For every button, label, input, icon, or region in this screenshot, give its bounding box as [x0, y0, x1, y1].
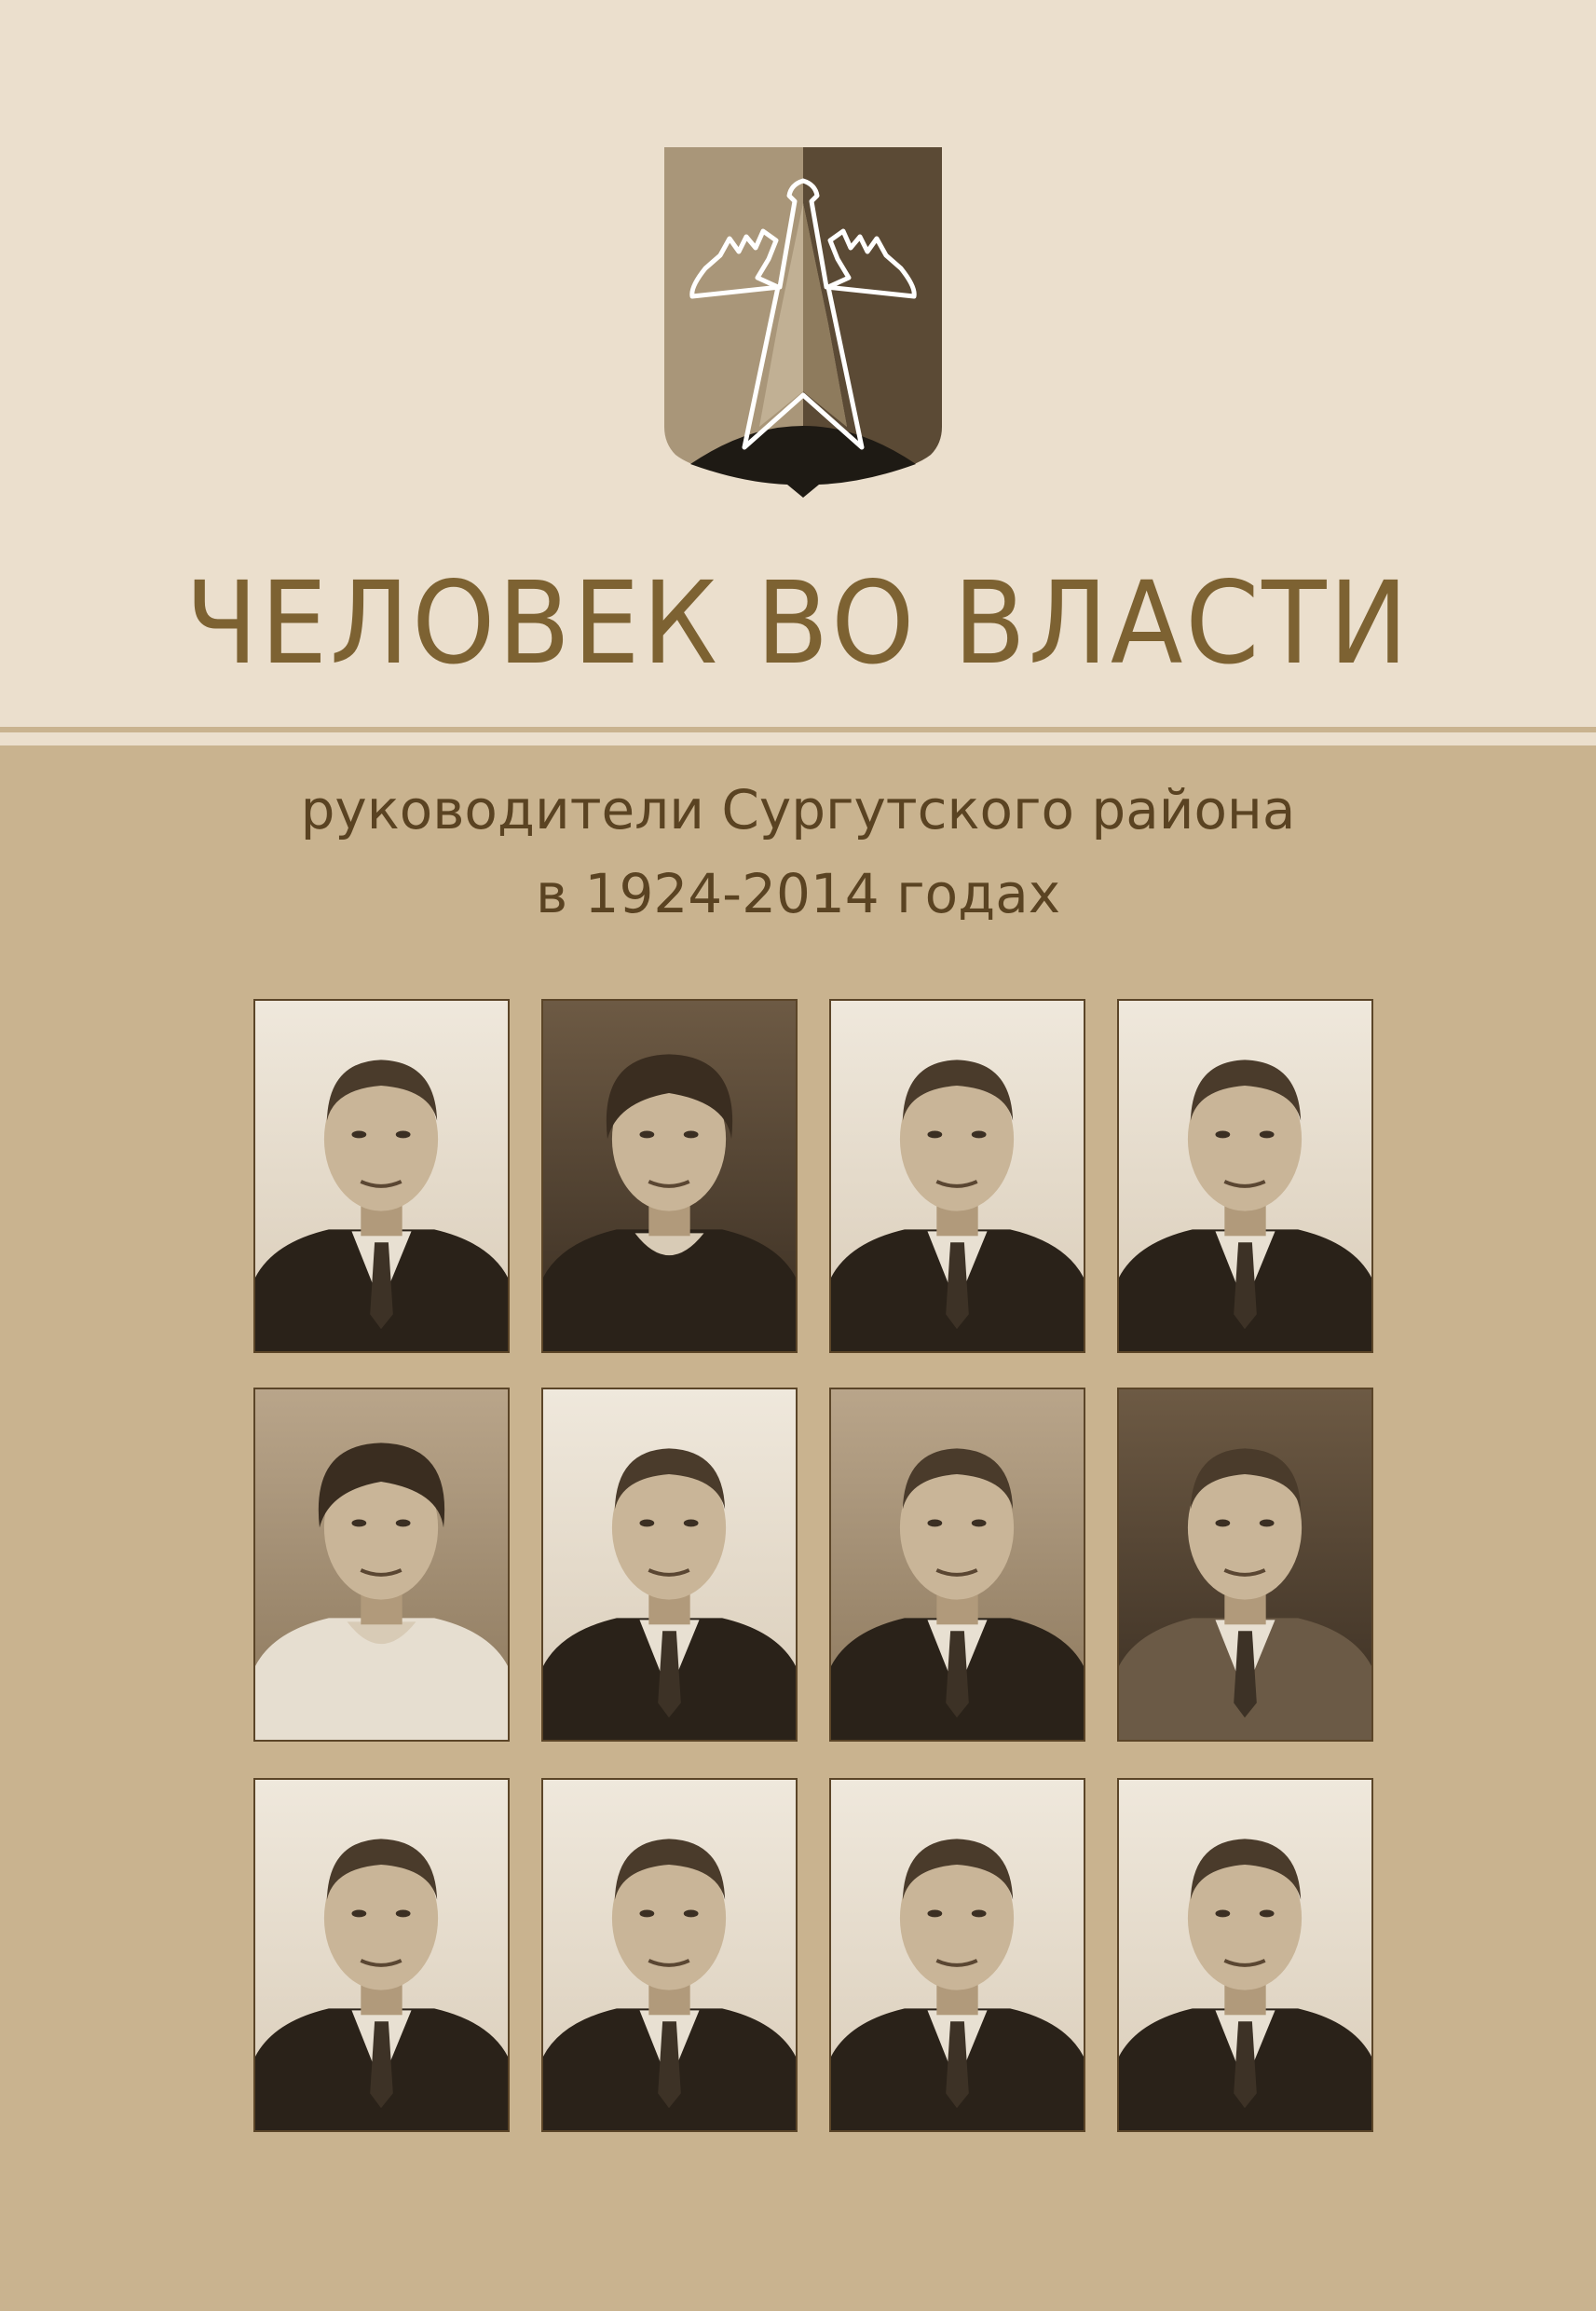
portrait-4 [1117, 999, 1373, 1353]
portrait-12 [1117, 1778, 1373, 2132]
portrait-10 [541, 1778, 798, 2132]
portrait-2 [541, 999, 798, 1353]
book-subtitle-line-1: руководители Сургутского района [300, 778, 1296, 841]
portrait-6 [541, 1388, 798, 1742]
book-title: ЧЕЛОВЕК ВО ВЛАСТИ [184, 557, 1412, 690]
portrait-1 [253, 999, 510, 1353]
portrait-7 [829, 1388, 1085, 1742]
book-subtitle-line-2: в 1924-2014 годах [535, 862, 1061, 925]
portrait-9 [253, 1778, 510, 2132]
coat-of-arms-icon [664, 147, 942, 513]
divider-gap [0, 732, 1596, 745]
portrait-8 [1117, 1388, 1373, 1742]
portrait-grid [253, 999, 1375, 2136]
portrait-5 [253, 1388, 510, 1742]
portrait-3 [829, 999, 1085, 1353]
portrait-11 [829, 1778, 1085, 2132]
